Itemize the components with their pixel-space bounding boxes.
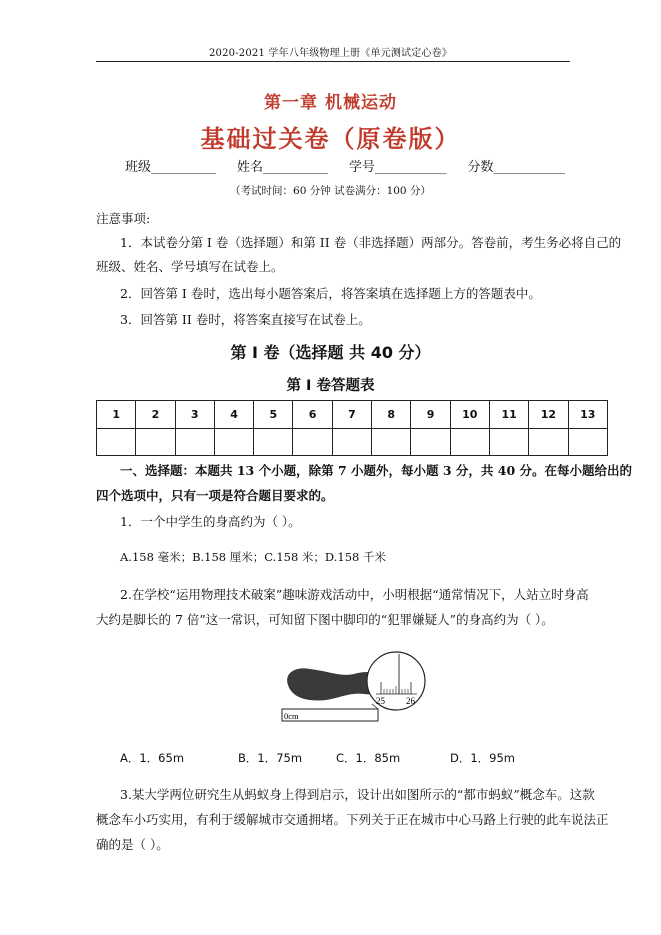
section1-intro-cont: 四个选项中，只有一项是符合题目要求的。: [96, 488, 334, 503]
answer-cell[interactable]: [136, 428, 175, 456]
answer-header: 11: [489, 401, 528, 429]
answer-header: 3: [175, 401, 214, 429]
page-header: 2020-2021 学年八年级物理上册《单元测试定心卷》: [208, 48, 453, 59]
q2-stem-cont: 大约是脚长的 7 倍”这一常识，可知留下图中脚印的“犯罪嫌疑人”的身高约为（ ）。: [96, 612, 554, 627]
ruler-zero-label: 0cm: [284, 711, 299, 721]
ruler-mark-25: 25: [376, 696, 385, 706]
class-field[interactable]: 班级__________: [125, 160, 217, 175]
q2-option-a[interactable]: A．1．65m: [120, 751, 185, 765]
answer-table-input-row: [97, 428, 608, 456]
student-info-fields: [125, 156, 565, 175]
header-divider: [96, 61, 570, 62]
exam-title: 基础过关卷（原卷版）: [200, 125, 461, 153]
answer-cell[interactable]: [411, 428, 450, 456]
notice-item-3: 3．回答第 II 卷时，将答案直接写在试卷上。: [120, 312, 371, 327]
answer-header: 7: [332, 401, 371, 429]
answer-header: 4: [214, 401, 253, 429]
chapter-title: 第一章 机械运动: [264, 93, 397, 113]
answer-header: 6: [293, 401, 332, 429]
name-field[interactable]: 姓名__________: [236, 160, 328, 175]
answer-cell[interactable]: [214, 428, 253, 456]
exam-time-note: （考试时间：60 分钟 试卷满分：100 分）: [230, 185, 431, 197]
answer-header: 1: [97, 401, 136, 429]
part1-title: 第 I 卷（选择题 共 40 分）: [230, 343, 431, 362]
footprint-ruler-figure: [278, 630, 428, 726]
answer-table-header-row: [97, 401, 608, 429]
q1-stem: 1．一个中学生的身高约为（ ）。: [120, 514, 301, 529]
q3-stem-cont: 概念车小巧实用，有利于缓解城市交通拥堵。下列关于正在城市中心马路上行驶的此车说法正: [96, 812, 609, 827]
answer-cell[interactable]: [332, 428, 371, 456]
answer-cell[interactable]: [489, 428, 528, 456]
notice-item-2: 2．回答第 I 卷时，选出每小题答案后，将答案填在选择题上方的答题表中。: [120, 286, 541, 301]
section1-intro: 一、选择题：本题共 13 个小题，除第 7 小题外，每小题 3 分，共 40 分。在每小题给出的: [120, 463, 633, 478]
answer-cell[interactable]: [175, 428, 214, 456]
answer-cell[interactable]: [293, 428, 332, 456]
answer-cell[interactable]: [372, 428, 411, 456]
answer-header: 5: [254, 401, 293, 429]
answer-table-title: 第 I 卷答题表: [286, 378, 375, 394]
answer-header: 8: [372, 401, 411, 429]
score-field[interactable]: 分数___________: [467, 160, 565, 175]
notice-title: 注意事项:: [96, 211, 151, 226]
answer-cell[interactable]: [254, 428, 293, 456]
q2-option-c[interactable]: C．1．85m: [336, 751, 401, 765]
q1-options: A.158 毫米；B.158 厘米；C.158 米；D.158 千米: [120, 550, 386, 564]
q2-option-b[interactable]: B．1．75m: [238, 751, 303, 765]
answer-header: 2: [136, 401, 175, 429]
q2-stem: 2.在学校“运用物理技术破案”趣味游戏活动中，小明根据“通常情况下，人站立时身高: [120, 587, 589, 602]
notice-item-1: 1．本试卷分第 I 卷（选择题）和第 II 卷（非选择题）两部分。答卷前，考生务必将自己的: [120, 235, 622, 250]
answer-cell[interactable]: [529, 428, 568, 456]
student-id-field[interactable]: 学号___________: [348, 160, 447, 175]
answer-table: [96, 400, 608, 456]
notice-item-1-cont: 班级、姓名、学号填写在试卷上。: [96, 259, 284, 274]
ruler-mark-26: 26: [406, 696, 415, 706]
answer-cell[interactable]: [450, 428, 489, 456]
q3-stem-cont-2: 确的是（ ）。: [96, 837, 169, 852]
answer-header: 10: [450, 401, 489, 429]
answer-cell[interactable]: [97, 428, 136, 456]
answer-header: 12: [529, 401, 568, 429]
answer-cell[interactable]: [568, 428, 607, 456]
q2-option-d[interactable]: D．1．95m: [450, 751, 516, 765]
answer-header: 9: [411, 401, 450, 429]
q3-stem: 3.某大学两位研究生从蚂蚁身上得到启示，设计出如图所示的“都市蚂蚁”概念车。这款: [120, 787, 595, 802]
answer-header: 13: [568, 401, 607, 429]
